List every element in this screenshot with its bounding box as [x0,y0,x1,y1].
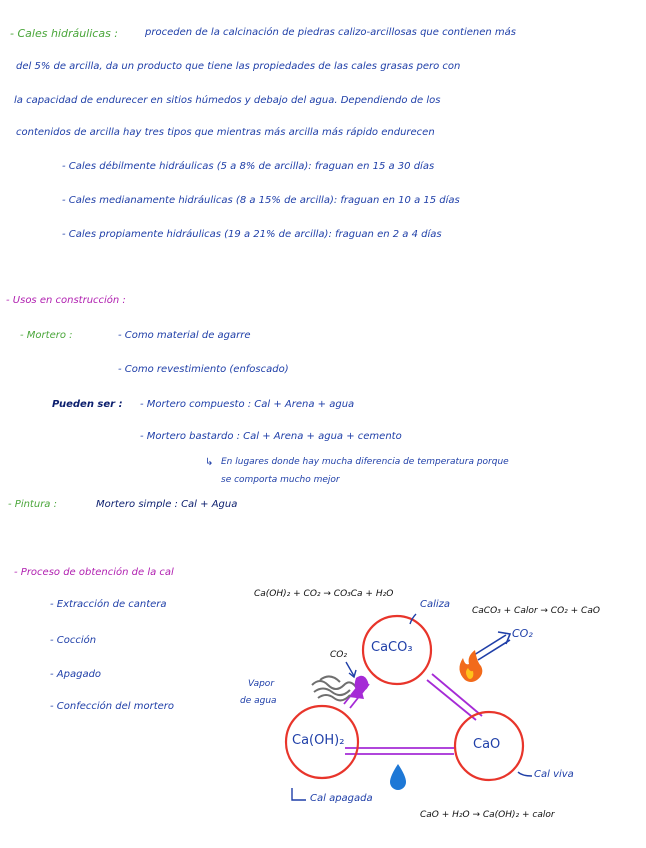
label-co2-in: CO₂ [330,650,347,660]
pintura-label: - Pintura : [8,499,57,510]
section-heading-cales: - Cales hidráulicas : [10,27,119,40]
label-vapor-2: de agua [240,696,277,706]
mortero-item-2: - Como revestimiento (enfoscado) [118,364,289,375]
vapor-scribble-icon [312,676,356,700]
paragraph-line-1: proceden de la calcinación de piedras calizo-arcillosas que contienen más [145,27,516,38]
mortero-bastardo: - Mortero bastardo : Cal + Arena + agua + cemento [140,431,402,442]
water-drop-icon [390,764,406,790]
section-heading-proceso: - Proceso de obtención de la cal [14,567,174,578]
pintura-text: Mortero simple : Cal + Agua [96,499,238,510]
equation-top-left: Ca(OH)₂ + CO₂ → CO₃Ca + H₂O [254,589,394,599]
type-item-2: - Cales medianamente hidráulicas (8 a 15% de arcilla): fraguan en 10 a 15 días [62,195,460,206]
label-cal-viva: Cal viva [534,769,574,780]
equation-bottom: CaO + H₂O → Ca(OH)₂ + calor [420,810,555,820]
node-cao-label: CaO [473,737,501,752]
node-caoh2-label: Ca(OH)₂ [292,733,345,748]
flame-icon [459,650,482,682]
section-heading-usos: - Usos en construcción : [6,295,126,306]
paragraph-line-4: contenidos de arcilla hay tres tipos que mientras más arcilla más rápido endurecen [16,127,435,138]
co2-in-arrow-icon [346,662,356,677]
nota-line-2: se comporta mucho mejor [221,475,340,485]
nota-line-1: En lugares donde hay mucha diferencia de temperatura porque [221,457,509,467]
label-cal-apagada: Cal apagada [310,793,373,804]
paragraph-line-3: la capacidad de endurecer en sitios húmedos y debajo del agua. Dependiendo de los [14,95,441,106]
step-1: - Extracción de cantera [50,599,167,610]
label-co2-out: CO₂ [512,627,533,640]
mortero-label: - Mortero : [20,330,73,341]
equation-top-right: CaCO₃ + Calor → CO₂ + CaO [472,606,600,616]
co2-out-arrow-icon [474,632,510,660]
vapor-purple-mark [355,676,369,692]
step-2: - Cocción [50,635,97,646]
step-3: - Apagado [50,669,102,680]
type-item-1: - Cales débilmente hidráulicas (5 a 8% de arcilla): fraguan en 15 a 30 días [62,161,435,172]
mortero-compuesto: - Mortero compuesto : Cal + Arena + agua [140,399,355,410]
cal-viva-pointer-icon [518,772,532,776]
label-vapor-1: Vapor [248,679,275,689]
paragraph-line-2: del 5% de arcilla, da un producto que tiene las propiedades de las cales grasas pero con [16,61,461,72]
node-caco3-label: CaCO₃ [371,640,413,655]
label-caliza: Caliza [420,599,451,610]
mortero-item-1: - Como material de agarre [118,330,251,341]
cal-apagada-pointer-icon [292,788,306,800]
note-arrow-icon: ↳ [205,457,214,468]
type-item-3: - Cales propiamente hidráulicas (19 a 21% de arcilla): fraguan en 2 a 4 días [62,229,442,240]
step-4: - Confección del mortero [50,701,175,712]
pueden-ser-label: Pueden ser : [52,399,123,410]
